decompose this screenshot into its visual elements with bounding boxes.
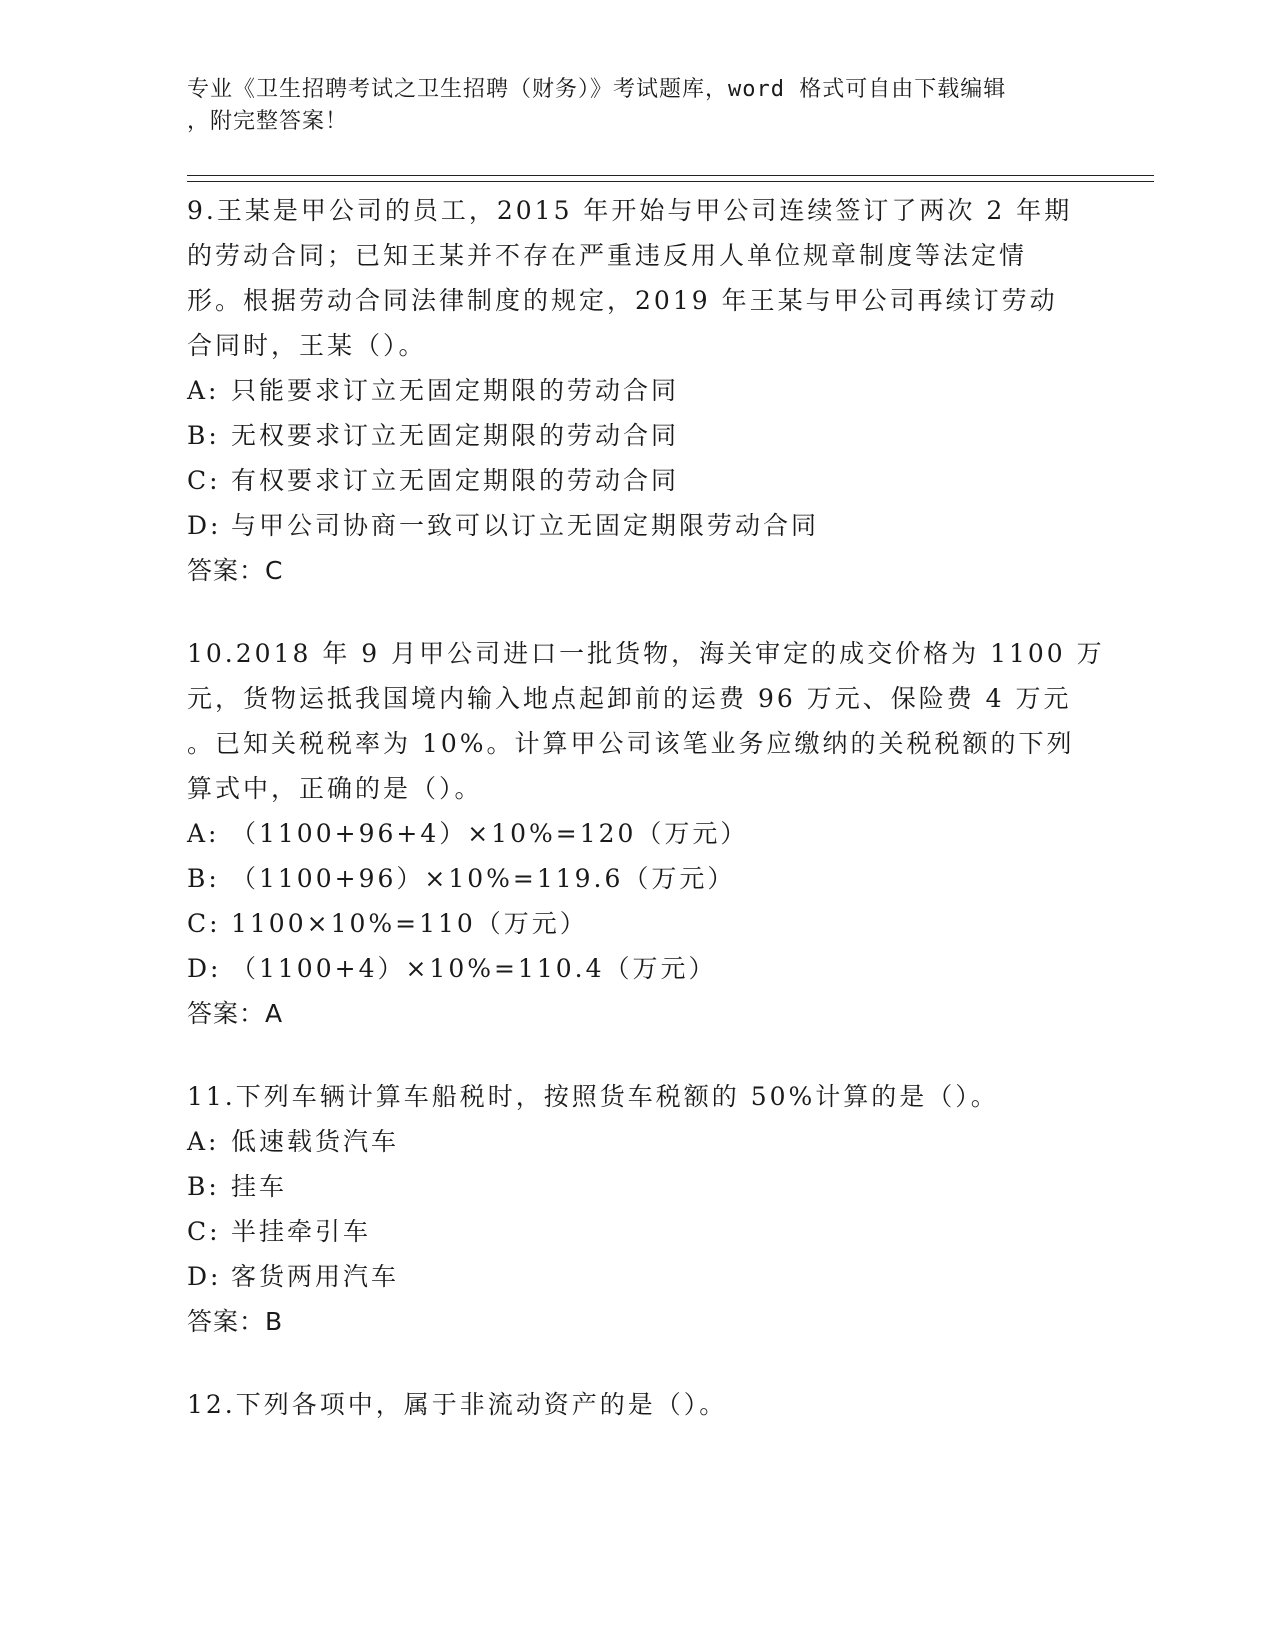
header-rule-bottom [187,181,1154,182]
question-11 [187,1074,1087,1344]
question-text-line: 元，货物运抵我国境内输入地点起卸前的运费 96 万元、保险费 4 万元 [187,684,1072,713]
option-text: 挂车 [231,1172,288,1201]
question-text-line: 的劳动合同；已知王某并不存在严重违反用人单位规章制度等法定情 [187,241,1028,270]
question-text-line: 9.王某是甲公司的员工，2015 年开始与甲公司连续签订了两次 2 年期 [187,196,1073,225]
option-key: B: [187,864,220,893]
answer-line: 答案：B [187,1307,284,1336]
option-key: A: [187,819,220,848]
option-text: （1100+96）×10%=119.6（万元） [231,864,736,893]
option-a [187,1119,1087,1164]
option-key: C: [187,466,221,495]
option-text: 有权要求订立无固定期限的劳动合同 [231,466,680,495]
option-a [187,368,1087,413]
option-text: 低速载货汽车 [231,1127,400,1156]
question-text-line: 10.2018 年 9 月甲公司进口一批货物，海关审定的成交价格为 1100 万 [187,639,1105,668]
question-10 [187,631,1105,1036]
option-key: C: [187,909,221,938]
question-text-line: 11.下列车辆计算车船税时，按照货车税额的 50%计算的是（）。 [187,1082,999,1111]
option-key: B: [187,421,220,450]
option-b [187,1164,1087,1209]
option-key: A: [187,376,220,405]
answer-line: 答案：A [187,999,284,1028]
question-text-line: 。已知关税税率为 10%。计算甲公司该笔业务应缴纳的关税税额的下列 [187,729,1075,758]
option-text: 无权要求订立无固定期限的劳动合同 [231,421,680,450]
option-key: B: [187,1172,220,1201]
option-text: （1100+96+4）×10%=120（万元） [231,819,749,848]
option-key: D: [187,954,222,983]
option-text: 与甲公司协商一致可以订立无固定期限劳动合同 [231,511,820,540]
option-key: A: [187,1127,220,1156]
option-d [187,503,1087,548]
header-rule-top [187,175,1154,176]
header-line-2: ，附完整答案！ [187,109,349,134]
option-text: 只能要求订立无固定期限的劳动合同 [231,376,680,405]
question-9 [187,188,1087,593]
option-key: C: [187,1217,221,1246]
option-text: 1100×10%=110（万元） [231,909,588,938]
option-d [187,1254,1087,1299]
option-c [187,1209,1087,1254]
question-text-line: 12.下列各项中，属于非流动资产的是（）。 [187,1390,728,1419]
header-line-1: 专业《卫生招聘考试之卫生招聘（财务）》考试题库，word 格式可自由下载编辑 [187,77,1007,102]
option-d [187,946,1087,991]
option-c [187,901,1087,946]
option-text: 客货两用汽车 [231,1262,400,1291]
option-text: （1100+4）×10%=110.4（万元） [231,954,717,983]
option-key: D: [187,1262,222,1291]
option-a [187,811,1087,856]
option-b [187,413,1087,458]
option-key: D: [187,511,222,540]
answer-line: 答案：C [187,556,284,585]
question-12 [187,1382,1087,1427]
option-text: 半挂牵引车 [231,1217,372,1246]
document-header [187,74,1067,138]
option-b [187,856,1087,901]
option-c [187,458,1087,503]
question-text-line: 合同时，王某（）。 [187,331,427,360]
question-list [187,188,1105,1465]
question-text-line: 算式中，正确的是（）。 [187,774,483,803]
question-text-line: 形。根据劳动合同法律制度的规定，2019 年王某与甲公司再续订劳动 [187,286,1058,315]
